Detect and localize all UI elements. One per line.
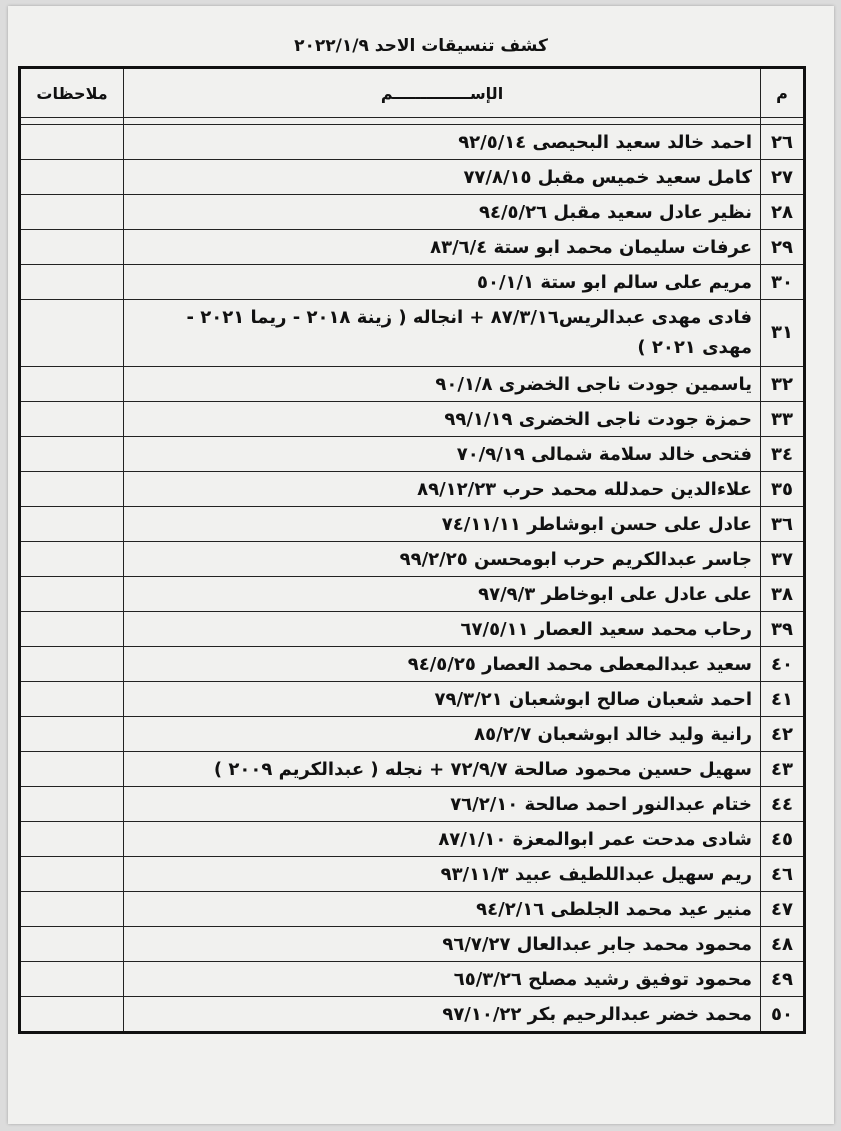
row-number: ٤٣ bbox=[761, 752, 805, 787]
table-row bbox=[20, 787, 805, 822]
row-notes bbox=[20, 787, 124, 822]
table-row bbox=[20, 195, 805, 230]
row-number: ٤٩ bbox=[761, 962, 805, 997]
table-row bbox=[20, 962, 805, 997]
page-title: كشف تنسيقات الاحد ٢٠٢٢/١/٩ bbox=[294, 36, 548, 56]
row-notes bbox=[20, 160, 124, 195]
row-notes bbox=[20, 195, 124, 230]
row-name: مريم على سالم ابو ستة ٥٠/١/١ bbox=[124, 265, 761, 300]
table-row bbox=[20, 822, 805, 857]
table-row bbox=[20, 437, 805, 472]
row-notes bbox=[20, 612, 124, 647]
row-number: ٣٦ bbox=[761, 507, 805, 542]
row-name: ريم سهيل عبداللطيف عبيد ٩٣/١١/٣ bbox=[124, 857, 761, 892]
row-number: ٣٧ bbox=[761, 542, 805, 577]
row-number: ٥٠ bbox=[761, 997, 805, 1033]
header-number: م bbox=[761, 68, 805, 118]
table-row bbox=[20, 542, 805, 577]
header-notes: ملاحظات bbox=[20, 68, 124, 118]
table-row bbox=[20, 577, 805, 612]
row-name: عرفات سليمان محمد ابو ستة ٨٣/٦/٤ bbox=[124, 230, 761, 265]
row-notes bbox=[20, 265, 124, 300]
table-row bbox=[20, 507, 805, 542]
row-notes bbox=[20, 927, 124, 962]
table-row bbox=[20, 857, 805, 892]
row-number: ٤٢ bbox=[761, 717, 805, 752]
row-name: جاسر عبدالكريم حرب ابومحسن ٩٩/٢/٢٥ bbox=[124, 542, 761, 577]
row-number: ٢٦ bbox=[761, 125, 805, 160]
table-row bbox=[20, 927, 805, 962]
row-number: ٤٠ bbox=[761, 647, 805, 682]
row-name: سهيل حسين محمود صالحة ٧٢/٩/٧ + نجله ( عبدالكريم ٢٠٠٩ ) bbox=[124, 752, 761, 787]
row-number: ٣٨ bbox=[761, 577, 805, 612]
table-row bbox=[20, 472, 805, 507]
row-number: ٢٩ bbox=[761, 230, 805, 265]
table-row bbox=[20, 997, 805, 1033]
table-header-row bbox=[20, 68, 805, 118]
row-name: محمود محمد جابر عبدالعال ٩٦/٧/٢٧ bbox=[124, 927, 761, 962]
row-number: ٣٤ bbox=[761, 437, 805, 472]
row-name: ياسمين جودت ناجى الخضرى ٩٠/١/٨ bbox=[124, 367, 761, 402]
row-name: نظير عادل سعيد مقبل ٩٤/٥/٢٦ bbox=[124, 195, 761, 230]
header-name: الإســــــــــــــم bbox=[124, 68, 761, 118]
row-number: ٣٢ bbox=[761, 367, 805, 402]
table-row bbox=[20, 402, 805, 437]
table-row bbox=[20, 300, 805, 367]
row-number: ٤٨ bbox=[761, 927, 805, 962]
row-notes bbox=[20, 892, 124, 927]
row-notes bbox=[20, 402, 124, 437]
row-number: ٣٣ bbox=[761, 402, 805, 437]
row-name: فتحى خالد سلامة شمالى ٧٠/٩/١٩ bbox=[124, 437, 761, 472]
document-page bbox=[8, 6, 834, 1124]
row-name: محمد خضر عبدالرحيم بكر ٩٧/١٠/٢٢ bbox=[124, 997, 761, 1033]
row-name: كامل سعيد خميس مقبل ٧٧/٨/١٥ bbox=[124, 160, 761, 195]
row-number: ٤١ bbox=[761, 682, 805, 717]
row-number: ٣٠ bbox=[761, 265, 805, 300]
row-number: ٢٨ bbox=[761, 195, 805, 230]
table-row bbox=[20, 125, 805, 160]
row-notes bbox=[20, 300, 124, 367]
table-row bbox=[20, 682, 805, 717]
row-number: ٤٥ bbox=[761, 822, 805, 857]
row-notes bbox=[20, 822, 124, 857]
row-notes bbox=[20, 647, 124, 682]
row-number: ٤٦ bbox=[761, 857, 805, 892]
row-name: شادى مدحت عمر ابوالمعزة ٨٧/١/١٠ bbox=[124, 822, 761, 857]
row-number: ٢٧ bbox=[761, 160, 805, 195]
row-number: ٣٩ bbox=[761, 612, 805, 647]
row-name: ختام عبدالنور احمد صالحة ٧٦/٢/١٠ bbox=[124, 787, 761, 822]
row-name: رانية وليد خالد ابوشعبان ٨٥/٢/٧ bbox=[124, 717, 761, 752]
row-notes bbox=[20, 507, 124, 542]
table-row bbox=[20, 647, 805, 682]
row-number: ٤٧ bbox=[761, 892, 805, 927]
table-row bbox=[20, 717, 805, 752]
row-notes bbox=[20, 367, 124, 402]
row-name: علاءالدين حمدلله محمد حرب ٨٩/١٢/٢٣ bbox=[124, 472, 761, 507]
row-name: احمد خالد سعيد البحيصى ٩٢/٥/١٤ bbox=[124, 125, 761, 160]
row-name: حمزة جودت ناجى الخضرى ٩٩/١/١٩ bbox=[124, 402, 761, 437]
header-gap bbox=[20, 118, 805, 125]
row-notes bbox=[20, 437, 124, 472]
names-table bbox=[18, 66, 806, 1034]
table-row bbox=[20, 892, 805, 927]
row-number: ٣١ bbox=[761, 300, 805, 367]
row-notes bbox=[20, 997, 124, 1033]
row-notes bbox=[20, 752, 124, 787]
table-row bbox=[20, 265, 805, 300]
table-row bbox=[20, 367, 805, 402]
row-notes bbox=[20, 230, 124, 265]
table-row bbox=[20, 752, 805, 787]
row-name: سعيد عبدالمعطى محمد العصار ٩٤/٥/٢٥ bbox=[124, 647, 761, 682]
row-name: فادى مهدى عبدالريس٨٧/٣/١٦ + انجاله ( زينة ٢٠١٨ - ريما ٢٠٢١ - مهدى ٢٠٢١ ) bbox=[124, 300, 761, 367]
row-notes bbox=[20, 125, 124, 160]
row-notes bbox=[20, 577, 124, 612]
table-row bbox=[20, 160, 805, 195]
row-notes bbox=[20, 472, 124, 507]
table-row bbox=[20, 230, 805, 265]
table-row bbox=[20, 612, 805, 647]
row-notes bbox=[20, 542, 124, 577]
row-notes bbox=[20, 857, 124, 892]
row-name: منير عيد محمد الجلطى ٩٤/٢/١٦ bbox=[124, 892, 761, 927]
row-name: على عادل على ابوخاطر ٩٧/٩/٣ bbox=[124, 577, 761, 612]
table-body bbox=[20, 118, 805, 1033]
row-notes bbox=[20, 682, 124, 717]
row-name: احمد شعبان صالح ابوشعبان ٧٩/٣/٢١ bbox=[124, 682, 761, 717]
row-number: ٣٥ bbox=[761, 472, 805, 507]
row-notes bbox=[20, 717, 124, 752]
row-notes bbox=[20, 962, 124, 997]
row-name: عادل على حسن ابوشاطر ٧٤/١١/١١ bbox=[124, 507, 761, 542]
row-name: محمود توفيق رشيد مصلح ٦٥/٣/٢٦ bbox=[124, 962, 761, 997]
row-number: ٤٤ bbox=[761, 787, 805, 822]
row-name: رحاب محمد سعيد العصار ٦٧/٥/١١ bbox=[124, 612, 761, 647]
